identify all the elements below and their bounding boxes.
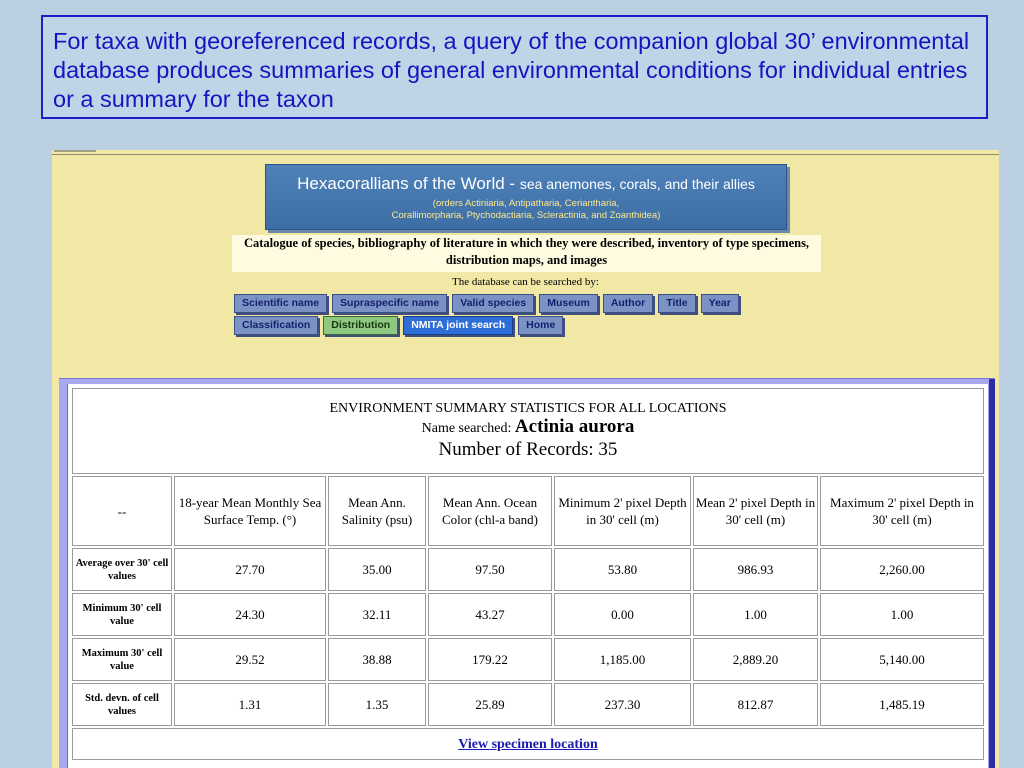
table-cell: 812.87 xyxy=(693,683,818,726)
summary-heading: ENVIRONMENT SUMMARY STATISTICS FOR ALL LOCATIONS xyxy=(329,401,727,416)
row-label: Average over 30' cell values xyxy=(72,548,172,591)
summary-header xyxy=(72,388,984,474)
table-cell: 1.35 xyxy=(328,683,426,726)
panel-scrollbar[interactable] xyxy=(989,379,995,768)
table-row xyxy=(72,593,984,636)
name-searched xyxy=(73,418,983,438)
catalogue-description: Catalogue of species, bibliography of literature in which they were described, inventory of type specimens, distribution maps, and images xyxy=(232,235,821,272)
table-cell: 1.00 xyxy=(820,593,984,636)
banner-orders xyxy=(266,198,786,222)
name-searched-label: Name searched: xyxy=(421,421,512,436)
name-searched-value: Actinia aurora xyxy=(514,416,635,437)
link-row xyxy=(72,728,984,760)
col-header-ocean-color: Mean Ann. Ocean Color (chl-a band) xyxy=(428,476,552,546)
col-header-salinity: Mean Ann. Salinity (psu) xyxy=(328,476,426,546)
table-cell: 1,185.00 xyxy=(554,638,691,681)
table-cell: 27.70 xyxy=(174,548,326,591)
top-divider xyxy=(52,154,999,155)
table-row xyxy=(72,548,984,591)
table-cell: 1,485.19 xyxy=(820,683,984,726)
col-header-min-depth: Minimum 2' pixel Depth in 30' cell (m) xyxy=(554,476,691,546)
table-cell: 25.89 xyxy=(428,683,552,726)
nav-museum-button[interactable]: Museum xyxy=(539,294,598,313)
nav-nmita-joint-search-button[interactable]: NMITA joint search xyxy=(403,316,513,335)
nav-supraspecific-name-button[interactable]: Supraspecific name xyxy=(332,294,447,313)
col-header-max-depth: Maximum 2' pixel Depth in 30' cell (m) xyxy=(820,476,984,546)
table-cell: 0.00 xyxy=(554,593,691,636)
col-header-sst: 18-year Mean Monthly Sea Surface Temp. (°) xyxy=(174,476,326,546)
table-cell: 2,889.20 xyxy=(693,638,818,681)
banner-title-main: Hexacorallians of the World - xyxy=(297,174,516,193)
table-cell: 29.52 xyxy=(174,638,326,681)
nav-classification-button[interactable]: Classification xyxy=(234,316,318,335)
results-frame xyxy=(67,384,988,768)
banner-orders-line1: (orders Actiniaria, Antipatharia, Ceriantharia, xyxy=(432,198,620,209)
table-cell: 179.22 xyxy=(428,638,552,681)
table-cell: 237.30 xyxy=(554,683,691,726)
caption-box xyxy=(41,15,988,119)
table-cell: 97.50 xyxy=(428,548,552,591)
nav-distribution-button[interactable]: Distribution xyxy=(323,316,398,335)
row-label: Minimum 30' cell value xyxy=(72,593,172,636)
column-header-row xyxy=(72,476,984,546)
nav-valid-species-button[interactable]: Valid species xyxy=(452,294,534,313)
table-row xyxy=(72,638,984,681)
nav-year-button[interactable]: Year xyxy=(701,294,739,313)
banner-orders-line2: Corallimorpharia, Ptychodactiaria, Scleractinia, and Zoanthidea) xyxy=(391,210,661,221)
banner-title-sub: sea anemones, corals, and their allies xyxy=(519,176,755,192)
table-cell: 53.80 xyxy=(554,548,691,591)
table-row xyxy=(72,683,984,726)
results-panel xyxy=(59,378,995,768)
table-cell: 24.30 xyxy=(174,593,326,636)
nav-author-button[interactable]: Author xyxy=(603,294,653,313)
table-cell: 38.88 xyxy=(328,638,426,681)
browser-screenshot xyxy=(52,150,999,768)
corner-cell: -- xyxy=(72,476,172,546)
record-count: Number of Records: 35 xyxy=(438,439,618,460)
row-label: Std. devn. of cell values xyxy=(72,683,172,726)
table-cell: 1.31 xyxy=(174,683,326,726)
table-cell: 2,260.00 xyxy=(820,548,984,591)
table-cell: 5,140.00 xyxy=(820,638,984,681)
row-label: Maximum 30' cell value xyxy=(72,638,172,681)
nav-row-2 xyxy=(234,316,563,335)
table-cell: 35.00 xyxy=(328,548,426,591)
site-banner[interactable] xyxy=(265,164,787,230)
table-cell: 1.00 xyxy=(693,593,818,636)
nav-title-button[interactable]: Title xyxy=(658,294,695,313)
nav-row-1 xyxy=(234,294,739,313)
nav-scientific-name-button[interactable]: Scientific name xyxy=(234,294,327,313)
caption-text: For taxa with georeferenced records, a query of the companion global 30’ environmental database produces summaries of general environmental conditions for individual entries or a summary for the taxon xyxy=(53,28,970,112)
nav-home-button[interactable]: Home xyxy=(518,316,563,335)
search-by-label: The database can be searched by: xyxy=(452,276,599,288)
environment-summary-table xyxy=(70,386,986,762)
col-header-mean-depth: Mean 2' pixel Depth in 30' cell (m) xyxy=(693,476,818,546)
table-cell: 43.27 xyxy=(428,593,552,636)
view-specimen-location-link[interactable]: View specimen location xyxy=(458,737,598,752)
top-tiny-text xyxy=(54,150,96,152)
table-cell: 986.93 xyxy=(693,548,818,591)
table-cell: 32.11 xyxy=(328,593,426,636)
banner-title xyxy=(266,174,786,194)
